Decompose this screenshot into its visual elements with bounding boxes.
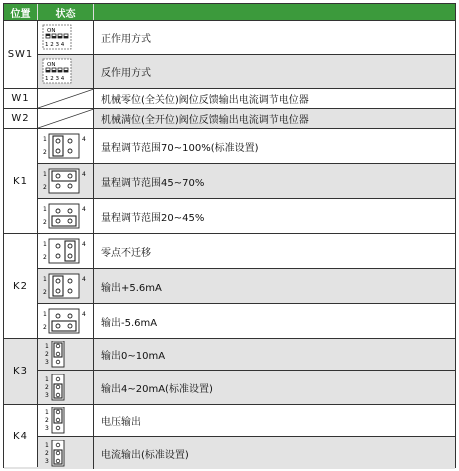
jumper-icon [44, 374, 90, 402]
svg-text:1 2 3 4: 1 2 3 4 [45, 76, 65, 82]
jumper-state-k4-a [38, 405, 94, 436]
svg-text:2: 2 [45, 450, 49, 457]
table-row-k4-b [4, 436, 455, 469]
svg-text:1: 1 [43, 171, 47, 178]
svg-text:2: 2 [45, 384, 49, 391]
jumper-icon [44, 440, 90, 468]
jumper-state-k1-b [38, 164, 94, 198]
jumper-state-k2-a [38, 234, 94, 268]
jumper-icon [42, 307, 88, 335]
row-description: 输出-5.6mA [101, 317, 158, 329]
header-description [94, 4, 455, 20]
header-position: 位置 [4, 4, 38, 20]
svg-text:4: 4 [82, 241, 86, 248]
jumper-state-k1-c [38, 199, 94, 233]
row-description: 输出4~20mA(标准设置) [101, 384, 213, 395]
svg-text:4: 4 [82, 276, 86, 283]
jumper-state-k2-b [38, 269, 94, 303]
group-label-k1: K1 [4, 128, 38, 233]
row-description: 机械零位(全关位)阀位反馈输出电流调节电位器 [101, 95, 309, 106]
jumper-icon [42, 202, 88, 230]
diagonal-slash-icon [38, 109, 94, 128]
svg-text:ON: ON [47, 62, 56, 68]
svg-text:ON: ON [47, 28, 56, 34]
table-row-k1-a [4, 128, 455, 163]
jumper-state-k1-a [38, 129, 94, 163]
table-row-w2 [4, 108, 455, 128]
table-row-w1 [4, 88, 455, 108]
table-row-sw1-b [4, 54, 455, 88]
jumper-icon [42, 167, 88, 195]
jumper-state-k2-c [38, 304, 94, 338]
group-label-k3: K3 [4, 338, 38, 404]
svg-text:2: 2 [43, 324, 47, 331]
dip-switch-state-reverse [38, 55, 94, 88]
svg-text:3: 3 [45, 392, 49, 399]
table-row-k2-a [4, 233, 455, 268]
settings-table [3, 3, 456, 468]
svg-text:1: 1 [45, 409, 49, 416]
svg-text:4: 4 [82, 171, 86, 178]
svg-text:1: 1 [43, 276, 47, 283]
table-row-k1-c [4, 198, 455, 233]
jumper-icon [44, 407, 90, 435]
table-row-sw1-a [4, 20, 455, 54]
svg-text:4: 4 [82, 136, 86, 143]
row-description: 零点不迁移 [101, 247, 151, 259]
svg-text:1: 1 [43, 136, 47, 143]
jumper-icon [42, 237, 88, 265]
header-state: 状态 [38, 4, 94, 20]
jumper-state-k4-b [38, 437, 94, 469]
row-description: 正作用方式 [101, 34, 151, 45]
svg-text:4: 4 [82, 206, 86, 213]
svg-text:2: 2 [43, 149, 47, 156]
table-row-k2-c [4, 303, 455, 338]
dip-switch-state-normal [38, 21, 94, 54]
svg-text:2: 2 [45, 351, 49, 358]
group-label-sw1: SW1 [4, 20, 38, 88]
svg-text:2: 2 [43, 184, 47, 191]
jumper-icon [44, 341, 90, 369]
svg-text:1: 1 [45, 343, 49, 350]
svg-text:3: 3 [45, 458, 49, 465]
svg-text:2: 2 [45, 417, 49, 424]
svg-text:2: 2 [43, 219, 47, 226]
dip-switch-icon [42, 58, 72, 84]
svg-text:1: 1 [45, 376, 49, 383]
diagonal-slash-icon [38, 89, 94, 108]
svg-text:2: 2 [43, 289, 47, 296]
svg-text:4: 4 [82, 311, 86, 318]
row-description: 输出+5.6mA [101, 282, 162, 294]
table-header [4, 4, 455, 20]
row-description: 量程调节范围70~100%(标准设置) [101, 142, 259, 154]
group-label-k4: K4 [4, 404, 38, 467]
row-description: 输出0~10mA [101, 351, 166, 362]
svg-text:1 2 3 4: 1 2 3 4 [45, 42, 65, 48]
jumper-state-k3-b [38, 371, 94, 404]
svg-text:1: 1 [45, 442, 49, 449]
group-label-w1: W1 [4, 89, 38, 108]
row-description: 量程调节范围45~70% [101, 177, 205, 189]
svg-text:1: 1 [43, 311, 47, 318]
svg-text:1: 1 [43, 241, 47, 248]
table-row-k1-b [4, 163, 455, 198]
row-description: 机械满位(全开位)阀位反馈输出电流调节电位器 [101, 115, 309, 126]
row-description: 反作用方式 [101, 68, 151, 79]
svg-text:3: 3 [45, 425, 49, 432]
svg-text:1: 1 [43, 206, 47, 213]
svg-text:3: 3 [45, 359, 49, 366]
group-label-w2: W2 [4, 109, 38, 128]
table-row-k3-b [4, 370, 455, 404]
jumper-icon [42, 272, 88, 300]
table-row-k3-a [4, 338, 455, 370]
row-description: 电压输出 [101, 417, 141, 428]
row-description: 电流输出(标准设置) [101, 449, 189, 461]
jumper-state-k3-a [38, 339, 94, 370]
svg-text:2: 2 [43, 254, 47, 261]
table-row-k2-b [4, 268, 455, 303]
group-label-k2: K2 [4, 233, 38, 338]
table-row-k4-a [4, 404, 455, 436]
jumper-icon [42, 132, 88, 160]
dip-switch-icon [42, 24, 72, 50]
row-description: 量程调节范围20~45% [101, 212, 205, 224]
